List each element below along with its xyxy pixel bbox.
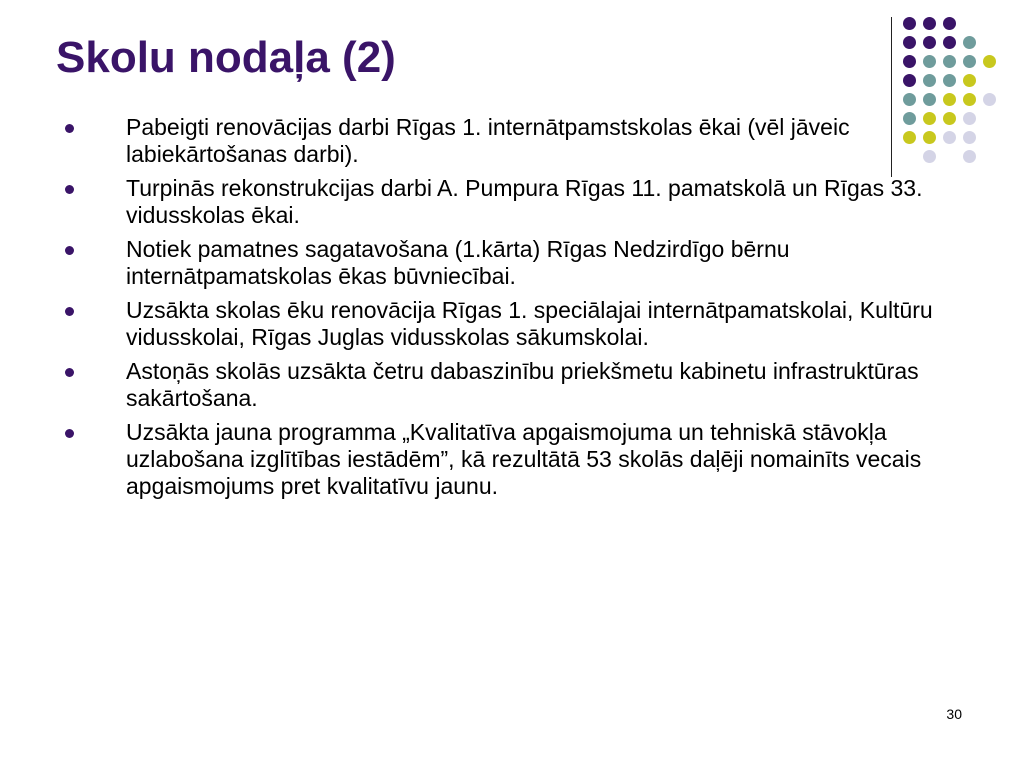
decor-dot: [983, 55, 996, 68]
bullet-dot-icon: [65, 368, 74, 377]
bullet-list: [60, 114, 970, 507]
bullet-text: Notiek pamatnes sagatavošana (1.kārta) Rīgas Nedzirdīgo bērnu internātpamatskolas ēkas būvniecībai.: [126, 236, 790, 289]
bullet-dot-icon: [65, 246, 74, 255]
list-item: [60, 297, 970, 351]
decor-dot: [903, 74, 916, 87]
bullet-dot-icon: [65, 429, 74, 438]
decor-dot: [943, 93, 956, 106]
bullet-dot-icon: [65, 307, 74, 316]
decor-dot: [943, 74, 956, 87]
decor-dot: [923, 55, 936, 68]
bullet-dot-icon: [65, 124, 74, 133]
slide-title: Skolu nodaļa (2): [56, 33, 396, 82]
decor-dot: [903, 93, 916, 106]
list-item: [60, 419, 970, 500]
page-number: 30: [946, 706, 962, 722]
decor-dot: [943, 55, 956, 68]
decor-dot: [963, 93, 976, 106]
decor-dot: [963, 74, 976, 87]
bullet-text: Turpinās rekonstrukcijas darbi A. Pumpura Rīgas 11. pamatskolā un Rīgas 33. vidusskolas ēkai.: [126, 175, 923, 228]
list-item: [60, 114, 970, 168]
decor-dot: [923, 17, 936, 30]
list-item: [60, 175, 970, 229]
bullet-text: Uzsākta jauna programma „Kvalitatīva apgaismojuma un tehniskā stāvokļa uzlabošana izglītības iestādēm”, kā rezultātā 53 skolās daļēji nomainīts vecais apgaismojums pret kvalitatīvu jaunu.: [126, 419, 922, 499]
decor-dot: [983, 93, 996, 106]
decor-dot: [923, 74, 936, 87]
bullet-text: Pabeigti renovācijas darbi Rīgas 1. internātpamstskolas ēkai (vēl jāveic labiekārtošanas darbi).: [126, 114, 850, 167]
decor-dot: [903, 55, 916, 68]
decor-dot: [903, 36, 916, 49]
bullet-text: Uzsākta skolas ēku renovācija Rīgas 1. speciālajai internātpamatskolai, Kultūru vidusskolai, Rīgas Juglas vidusskolas sākumskolai.: [126, 297, 933, 350]
decor-dot: [943, 17, 956, 30]
bullet-text: Astoņās skolās uzsākta četru dabaszinību priekšmetu kabinetu infrastruktūras sakārtošana.: [126, 358, 919, 411]
decor-dot: [923, 36, 936, 49]
decor-dot: [963, 36, 976, 49]
bullet-dot-icon: [65, 185, 74, 194]
decor-dot: [943, 36, 956, 49]
list-item: [60, 358, 970, 412]
decor-dot: [903, 17, 916, 30]
decor-dot: [963, 55, 976, 68]
decor-dot: [923, 93, 936, 106]
list-item: [60, 236, 970, 290]
